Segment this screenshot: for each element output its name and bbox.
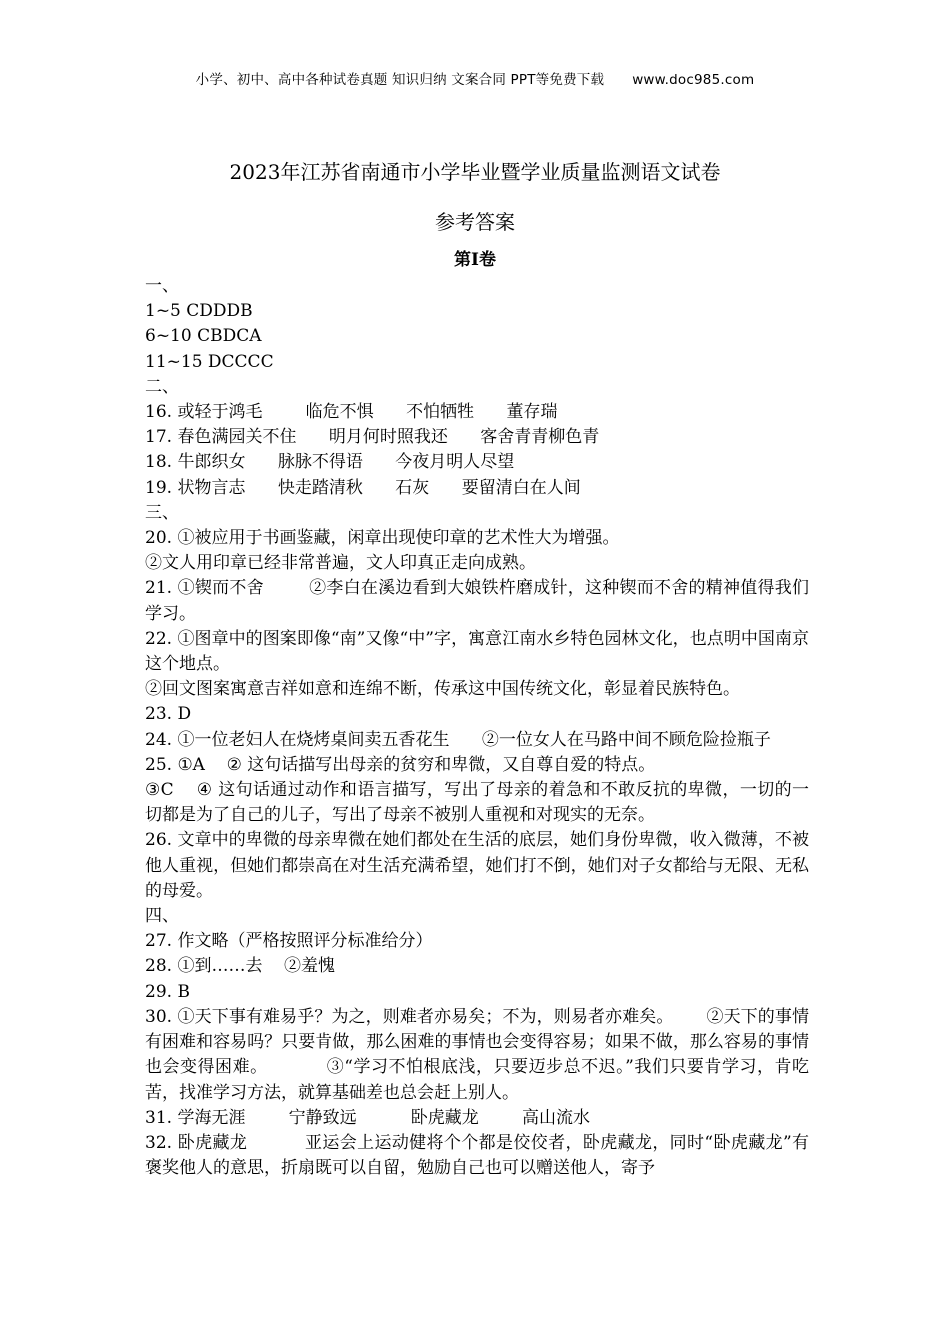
answer-line: 6~10 CBDCA: [145, 326, 262, 347]
answer-line: 11~15 DCCCC: [145, 351, 274, 372]
answer-line: 22. ①图章中的图案即像“南”又像“中”字，寓意江南水乡特色园林文化，也点明中国南京这个地点。: [145, 628, 809, 675]
answer-content: [145, 274, 809, 1181]
answer-line: 30. ①天下事有难易乎？为之，则难者亦易矣；不为，则易者亦难矣。 ②天下的事情有困难和容易吗？只要肯做，那么困难的事情也会变得容易；如果不做，那么容易的事情也会变得困难。 ③“学习不怕根底浅，只要迈步总不迟。”我们只要肯学习，肯吃苦，找准学习方法，就算基础差也总会赶上别人。: [145, 1006, 809, 1103]
answer-line: ③C ④ 这句话通过动作和语言描写，写出了母亲的着急和不敢反抗的卑微，一切的一切都是为了自己的儿子，写出了母亲不被别人重视和对现实的无奈。: [145, 780, 809, 826]
answer-line: 25. ①A ② 这句话描写出母亲的贫穷和卑微，又自尊自爱的特点。: [145, 754, 656, 775]
answer-line: 28. ①到……去 ②羞愧: [145, 956, 336, 977]
answer-line: 26. 文章中的卑微的母亲卑微在她们都处在生活的底层，她们身份卑微，收入微薄，不被他人重视，但她们都崇高在对生活充满希望，她们打不倒，她们对子女都给与无限、无私的母爱。: [145, 830, 809, 901]
answer-line: 29. B: [145, 981, 190, 1002]
document-title: 2023年江苏省南通市小学毕业暨学业质量监测语文试卷: [229, 160, 721, 184]
answer-line: 31. 学海无涯 宁静致远 卧虎藏龙 高山流水: [145, 1107, 590, 1128]
answer-line: 三、: [145, 502, 179, 523]
answer-line: 二、: [145, 376, 179, 397]
section-title: 第Ⅰ卷: [454, 250, 496, 270]
answer-line: 一、: [145, 276, 179, 296]
answer-line: 23. D: [145, 704, 192, 725]
answer-line: ②文人用印章已经非常普遍，文人印真正走向成熟。: [145, 553, 536, 574]
page-header: [0, 68, 950, 88]
answer-line: 四、: [145, 906, 179, 927]
answer-line: 27. 作文略（严格按照评分标准给分）: [145, 931, 433, 952]
answer-line: 1~5 CDDDB: [145, 301, 253, 322]
answer-line: ②回文图案寓意吉祥如意和连绵不断，传承这中国传统文化，彰显着民族特色。: [145, 679, 740, 700]
answer-line: 18. 牛郎织女 脉脉不得语 今夜月明人尽望: [145, 452, 515, 473]
header-text: 小学、初中、高中各种试卷真题 知识归纳 文案合同 PPT等免费下载: [195, 72, 605, 88]
answer-line: 17. 春色满园关不住 明月何时照我还 客舍青青柳色青: [145, 427, 600, 448]
answer-line: 19. 状物言志 快走踏清秋 石灰 要留清白在人间: [145, 477, 581, 498]
answer-line: 21. ①锲而不舍 ②李白在溪边看到大娘铁杵磨成针，这种锲而不舍的精神值得我们学习。: [145, 578, 809, 624]
header-site-url: www.doc985.com: [632, 72, 755, 88]
document-subtitle: 参考答案: [435, 210, 515, 234]
answer-line: 20. ①被应用于书画鉴藏，闲章出现使印章的艺术性大为增强。: [145, 528, 620, 549]
answer-line: 24. ①一位老妇人在烧烤桌间卖五香花生 ②一位女人在马路中间不顾危险捡瓶子: [145, 729, 771, 750]
answer-line: 32. 卧虎藏龙 亚运会上运动健将个个都是佼佼者，卧虎藏龙，同时“卧虎藏龙”有褒奖他人的意思，折扇既可以自留，勉励自己也可以赠送他人，寄予: [145, 1132, 809, 1179]
answer-line: 16. 或轻于鸿毛 临危不惧 不怕牺牲 董存瑞: [145, 402, 558, 423]
